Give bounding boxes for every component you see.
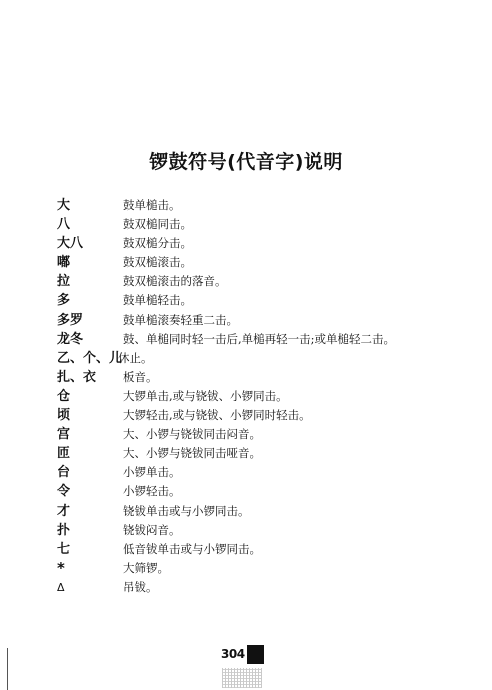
symbol: 扎、衣 (57, 369, 97, 385)
list-item (57, 215, 487, 234)
list-item (57, 482, 487, 501)
description: 大锣轻击,或与铙钹、小锣同时轻击。 (123, 408, 311, 423)
description: 鼓双槌分击。 (123, 236, 192, 251)
symbol-list (57, 196, 487, 597)
symbol: 宫 (57, 427, 71, 443)
description: 大筛锣。 (123, 560, 169, 575)
symbol: 扑 (57, 522, 71, 538)
symbol: 拉 (57, 274, 71, 290)
symbol: 多罗 (57, 312, 84, 328)
description: 鼓双槌同击。 (123, 217, 192, 232)
scan-edge-line (7, 648, 8, 690)
symbol: 乙、个、儿 (57, 350, 123, 366)
list-item (57, 234, 487, 253)
list-item (57, 272, 487, 291)
symbol: 才 (57, 503, 71, 519)
symbol: 仓 (57, 388, 71, 404)
list-item (57, 521, 487, 540)
list-item (57, 387, 487, 406)
description: 鼓单槌滚奏轻重二击。 (123, 312, 238, 327)
description: 大、小锣与铙钹同击哑音。 (123, 446, 261, 461)
description: 鼓单槌击。 (123, 198, 181, 212)
list-item (57, 559, 487, 578)
page-title: 锣鼓符号(代音字)说明 (149, 151, 343, 173)
page-marker-block (247, 645, 264, 664)
list-item (57, 368, 487, 387)
symbol: 令 (57, 484, 71, 500)
description: 鼓、单槌同时轻一击后,单槌再轻一击;或单槌轻二击。 (123, 331, 396, 346)
description: 休止。 (118, 350, 153, 365)
symbol: 多 (57, 293, 71, 309)
list-item (57, 444, 487, 463)
list-item (57, 330, 487, 349)
symbol: 大八 (57, 236, 84, 252)
description: 鼓双槌滚击的落音。 (123, 274, 227, 289)
symbol: 顷 (57, 408, 71, 424)
description: 鼓双槌滚击。 (123, 255, 192, 270)
list-item (57, 502, 487, 521)
symbol: 台 (57, 465, 71, 481)
list-item (57, 463, 487, 482)
symbol: 八 (57, 217, 71, 233)
asterisk-symbol: * (57, 558, 65, 577)
list-item (57, 291, 487, 310)
list-item (57, 425, 487, 444)
symbol: 匝 (57, 446, 71, 462)
triangle-symbol: Δ (57, 580, 65, 594)
list-item (57, 311, 487, 330)
description: 铙钹闷音。 (123, 522, 181, 537)
description: 大、小锣与铙钹同击闷音。 (123, 427, 261, 442)
library-stamp (222, 668, 262, 688)
description: 鼓单槌轻击。 (123, 293, 192, 308)
list-item (57, 540, 487, 559)
description: 吊钹。 (123, 579, 158, 594)
description: 板音。 (123, 369, 158, 384)
list-item (57, 253, 487, 272)
symbol: 七 (57, 541, 71, 557)
description: 大锣单击,或与铙钹、小锣同击。 (123, 388, 288, 403)
description: 低音钹单击或与小锣同击。 (123, 541, 261, 556)
symbol: 大 (57, 198, 71, 213)
list-item (57, 406, 487, 425)
list-item (57, 196, 487, 215)
page-number: 304 (221, 647, 245, 661)
list-item (57, 578, 487, 597)
symbol: 嘟 (57, 255, 71, 271)
symbol: 龙冬 (57, 331, 84, 347)
description: 铙钹单击或与小锣同击。 (123, 503, 250, 518)
description: 小锣单击。 (123, 465, 181, 480)
description: 小锣轻击。 (123, 484, 181, 499)
list-item (57, 349, 487, 368)
